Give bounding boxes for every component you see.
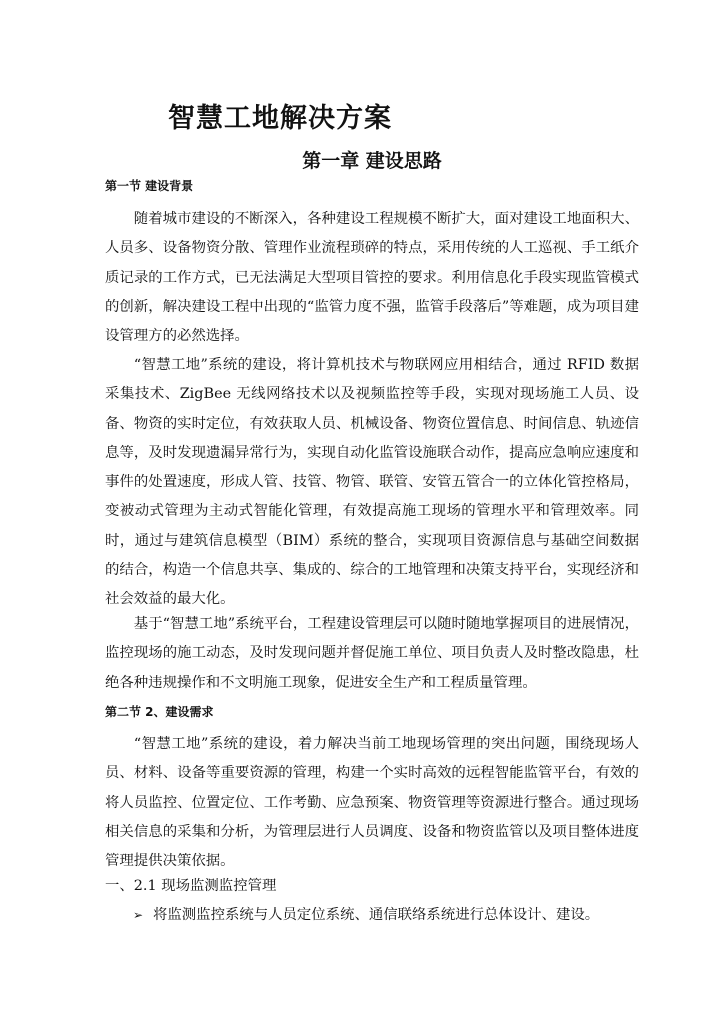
chapter-title <box>0 146 724 173</box>
bullet-item <box>133 905 599 925</box>
bullet-text: 将监测监控系统与人员定位系统、通信联络系统进行总体设计、建设。 <box>153 907 600 923</box>
chapter-title-text: 第一章 建设思路 <box>302 150 442 172</box>
subsection-heading: 一、2.1 现场监测监控管理 <box>105 878 277 894</box>
paragraph-background-3: 基于“智慧工地”系统平台，工程建设管理层可以随时随地掌握项目的进展情况，监控现场的施工动态，及时发现问题并督促施工单位、项目负责人及时整改隐患，杜绝各种违规操作和不文明施工现象，促进安全生产和工程质量管理。 <box>105 616 639 691</box>
section-heading-background: 第一节 建设背景 <box>105 179 194 193</box>
paragraph-requirements: “智慧工地”系统的建设，着力解决当前工地现场管理的突出问题，围绕现场人员、材料、设备等重要资源的管理，构建一个实时高效的远程智能监管平台，有效的将人员监控、位置定位、工作考勤、应急预案、物资管理等资源进行整合。通过现场相关信息的采集和分析，为管理层进行人员调度、设备和物资监管以及项目整体进度管理提供决策依据。 <box>105 736 639 870</box>
paragraph-background-1: 随着城市建设的不断深入，各种建设工程规模不断扩大，面对建设工地面积大、人员多、设备物资分散、管理作业流程琐碎的特点，采用传统的人工巡视、手工纸介质记录的工作方式，已无法满足大型项目管控的要求。利用信息化手段实现监管模式的创新，解决建设工程中出现的“监管力度不强，监管手段落后”等难题，成为项目建设管理方的必然选择。 <box>105 211 639 345</box>
paragraph-background-2: “智慧工地”系统的建设，将计算机技术与物联网应用相结合，通过 RFID 数据采集技术、ZigBee 无线网络技术以及视频监控等手段，实现对现场施工人员、设备、物资的实时定位，有效获取人员、机械设备、物资位置信息、时间信息、轨迹信息等，及时发现遗漏异常行为，实现自动化监管设施联合动作，提高应急响应速度和事件的处置速度，形成人管、技管、物管、联管、安管五管合一的立体化管控格局，变被动式管理为主动式智能化管理，有效提高施工现场的管理水平和管理效率。同时，通过与建筑信息模型（BIM）系统的整合，实现项目资源信息与基础空间数据的结合，构造一个信息共享、集成的、综合的工地管理和决策支持平台，实现经济和社会效益的最大化。 <box>105 357 639 608</box>
document-title: 智慧工地解决方案 <box>168 103 392 134</box>
arrow-bullet-icon: ➢ <box>133 908 144 922</box>
section-heading-requirements: 第二节 2、建设需求 <box>105 705 214 719</box>
